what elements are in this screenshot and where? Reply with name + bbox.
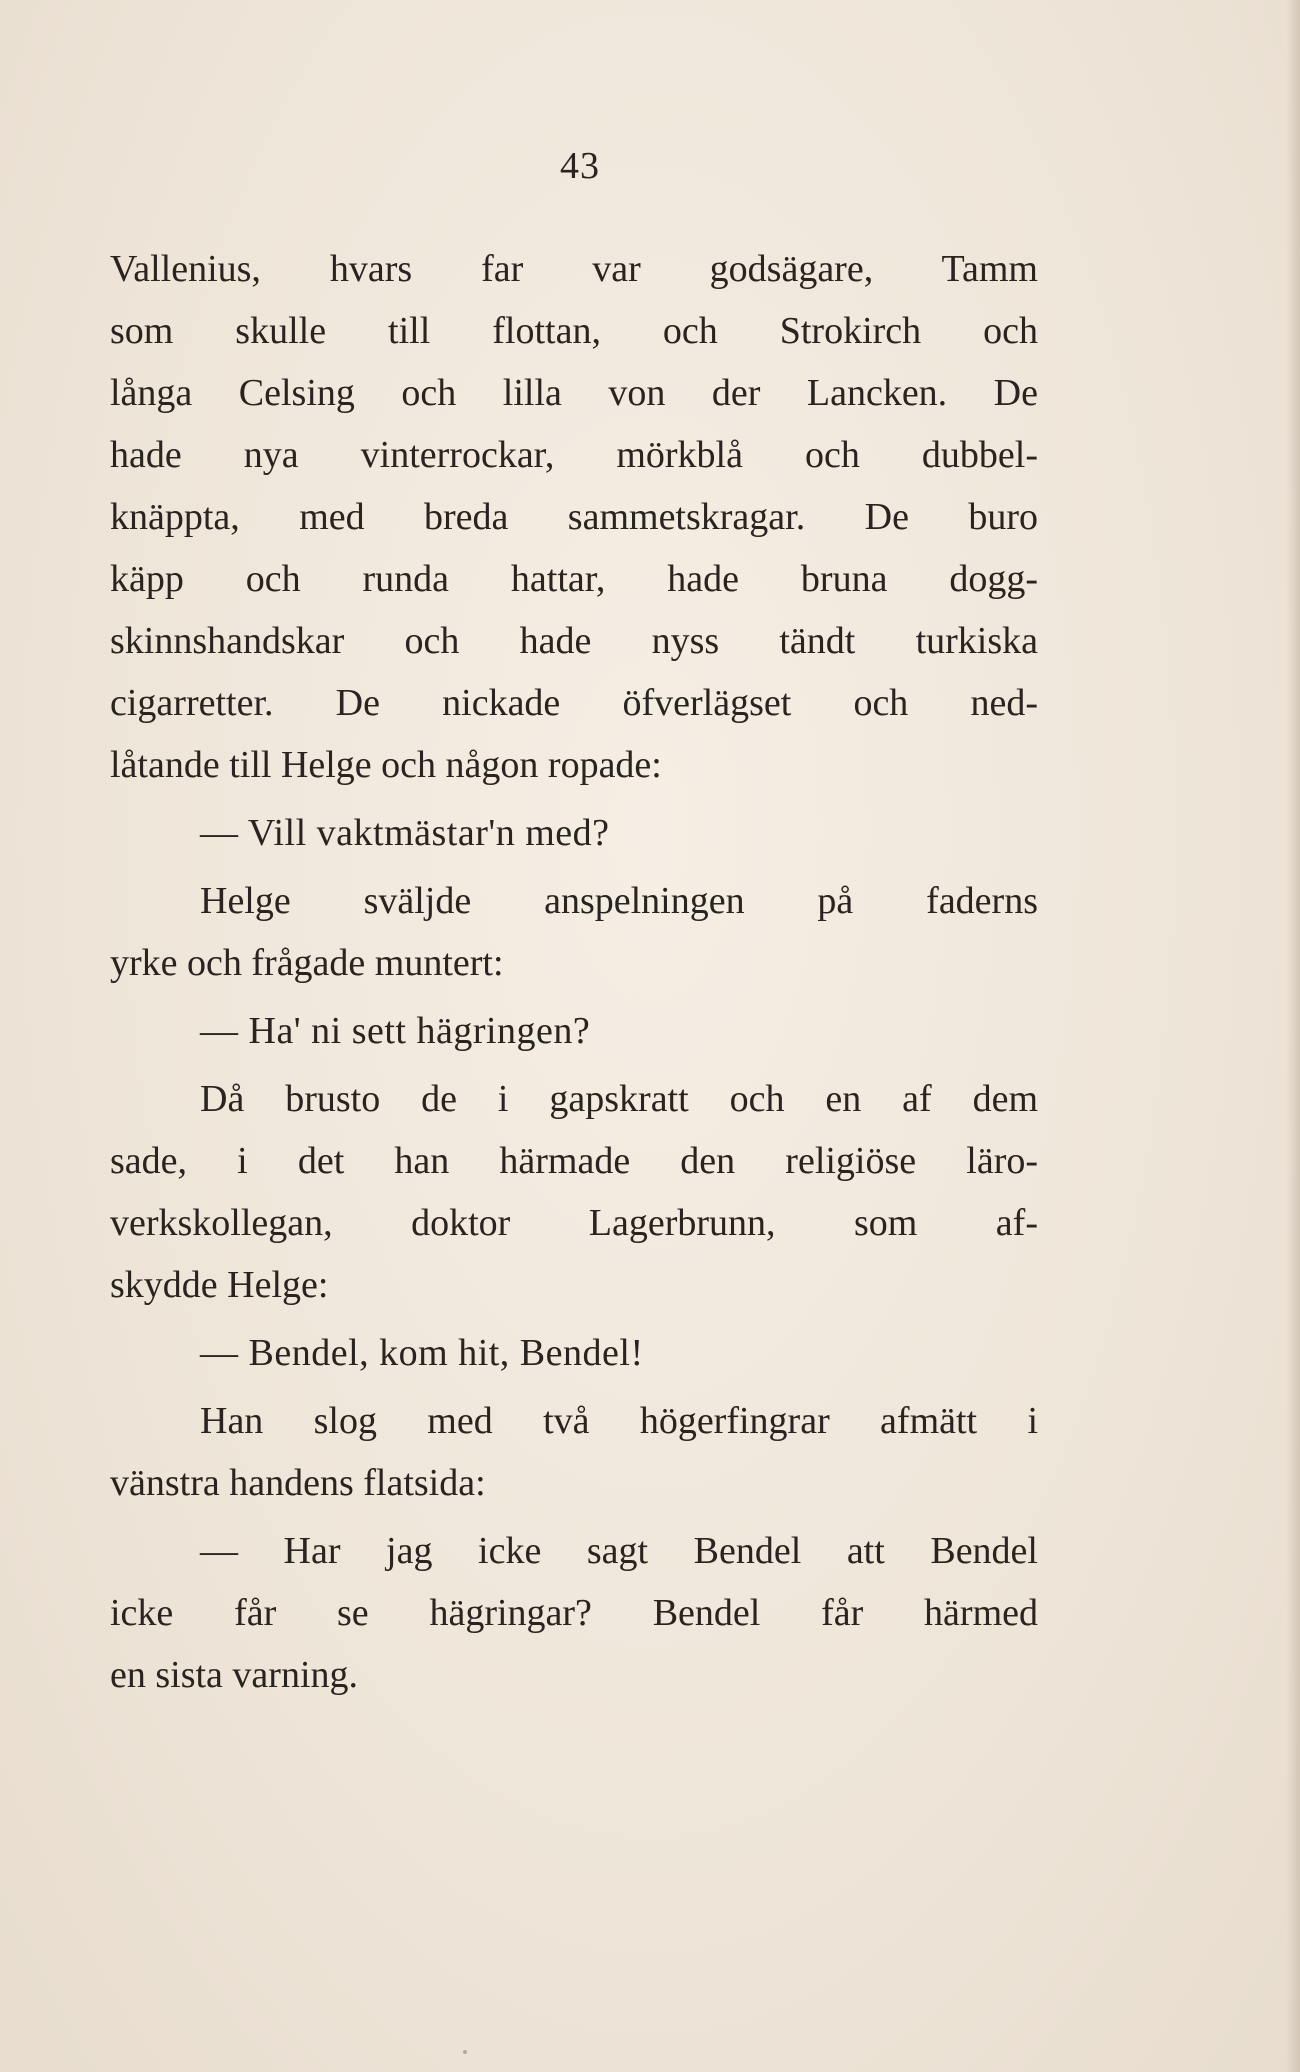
text-line: yrke och frågade muntert:	[110, 942, 504, 984]
text-line: verkskollegan, doktor Lagerbrunn, som af-	[110, 1202, 1038, 1244]
text-line: hade nya vinterrockar, mörkblå och dubbel-	[110, 434, 1038, 476]
text-line: som skulle till flottan, och Strokirch och	[110, 310, 1038, 352]
paper-speck	[463, 2050, 467, 2054]
text-line: käpp och runda hattar, hade bruna dogg-	[110, 558, 1038, 600]
text-line: skinnshandskar och hade nyss tändt turkiska	[110, 620, 1038, 662]
text-line: Helge sväljde anspelningen på faderns	[200, 880, 1038, 922]
page-number: 43	[560, 145, 600, 187]
text-line: en sista varning.	[110, 1654, 359, 1696]
text-line: skydde Helge:	[110, 1264, 329, 1306]
text-line: Han slog med två högerfingrar afmätt i	[200, 1400, 1038, 1442]
text-line: icke får se hägringar? Bendel får härmed	[110, 1592, 1038, 1634]
text-line: Då brusto de i gapskratt och en af dem	[200, 1078, 1038, 1120]
dialog-line: — Har jag icke sagt Bendel att Bendel	[200, 1530, 1038, 1572]
dialog-line: — Bendel, kom hit, Bendel!	[200, 1332, 644, 1374]
dialog-line: — Vill vaktmästar'n med?	[200, 812, 610, 854]
text-line: cigarretter. De nickade öfverlägset och ned-	[110, 682, 1038, 724]
text-line: långa Celsing och lilla von der Lancken. De	[110, 372, 1038, 414]
text-line: vänstra handens flatsida:	[110, 1462, 486, 1504]
text-line: låtande till Helge och någon ropade:	[110, 744, 662, 786]
text-line: knäppta, med breda sammetskragar. De buro	[110, 496, 1038, 538]
page-edge-shadow	[1286, 0, 1300, 2072]
body-text	[110, 238, 1038, 1706]
dialog-line: — Ha' ni sett hägringen?	[200, 1010, 591, 1052]
text-line: Vallenius, hvars far var godsägare, Tamm	[110, 248, 1038, 290]
text-line: sade, i det han härmade den religiöse läro-	[110, 1140, 1038, 1182]
